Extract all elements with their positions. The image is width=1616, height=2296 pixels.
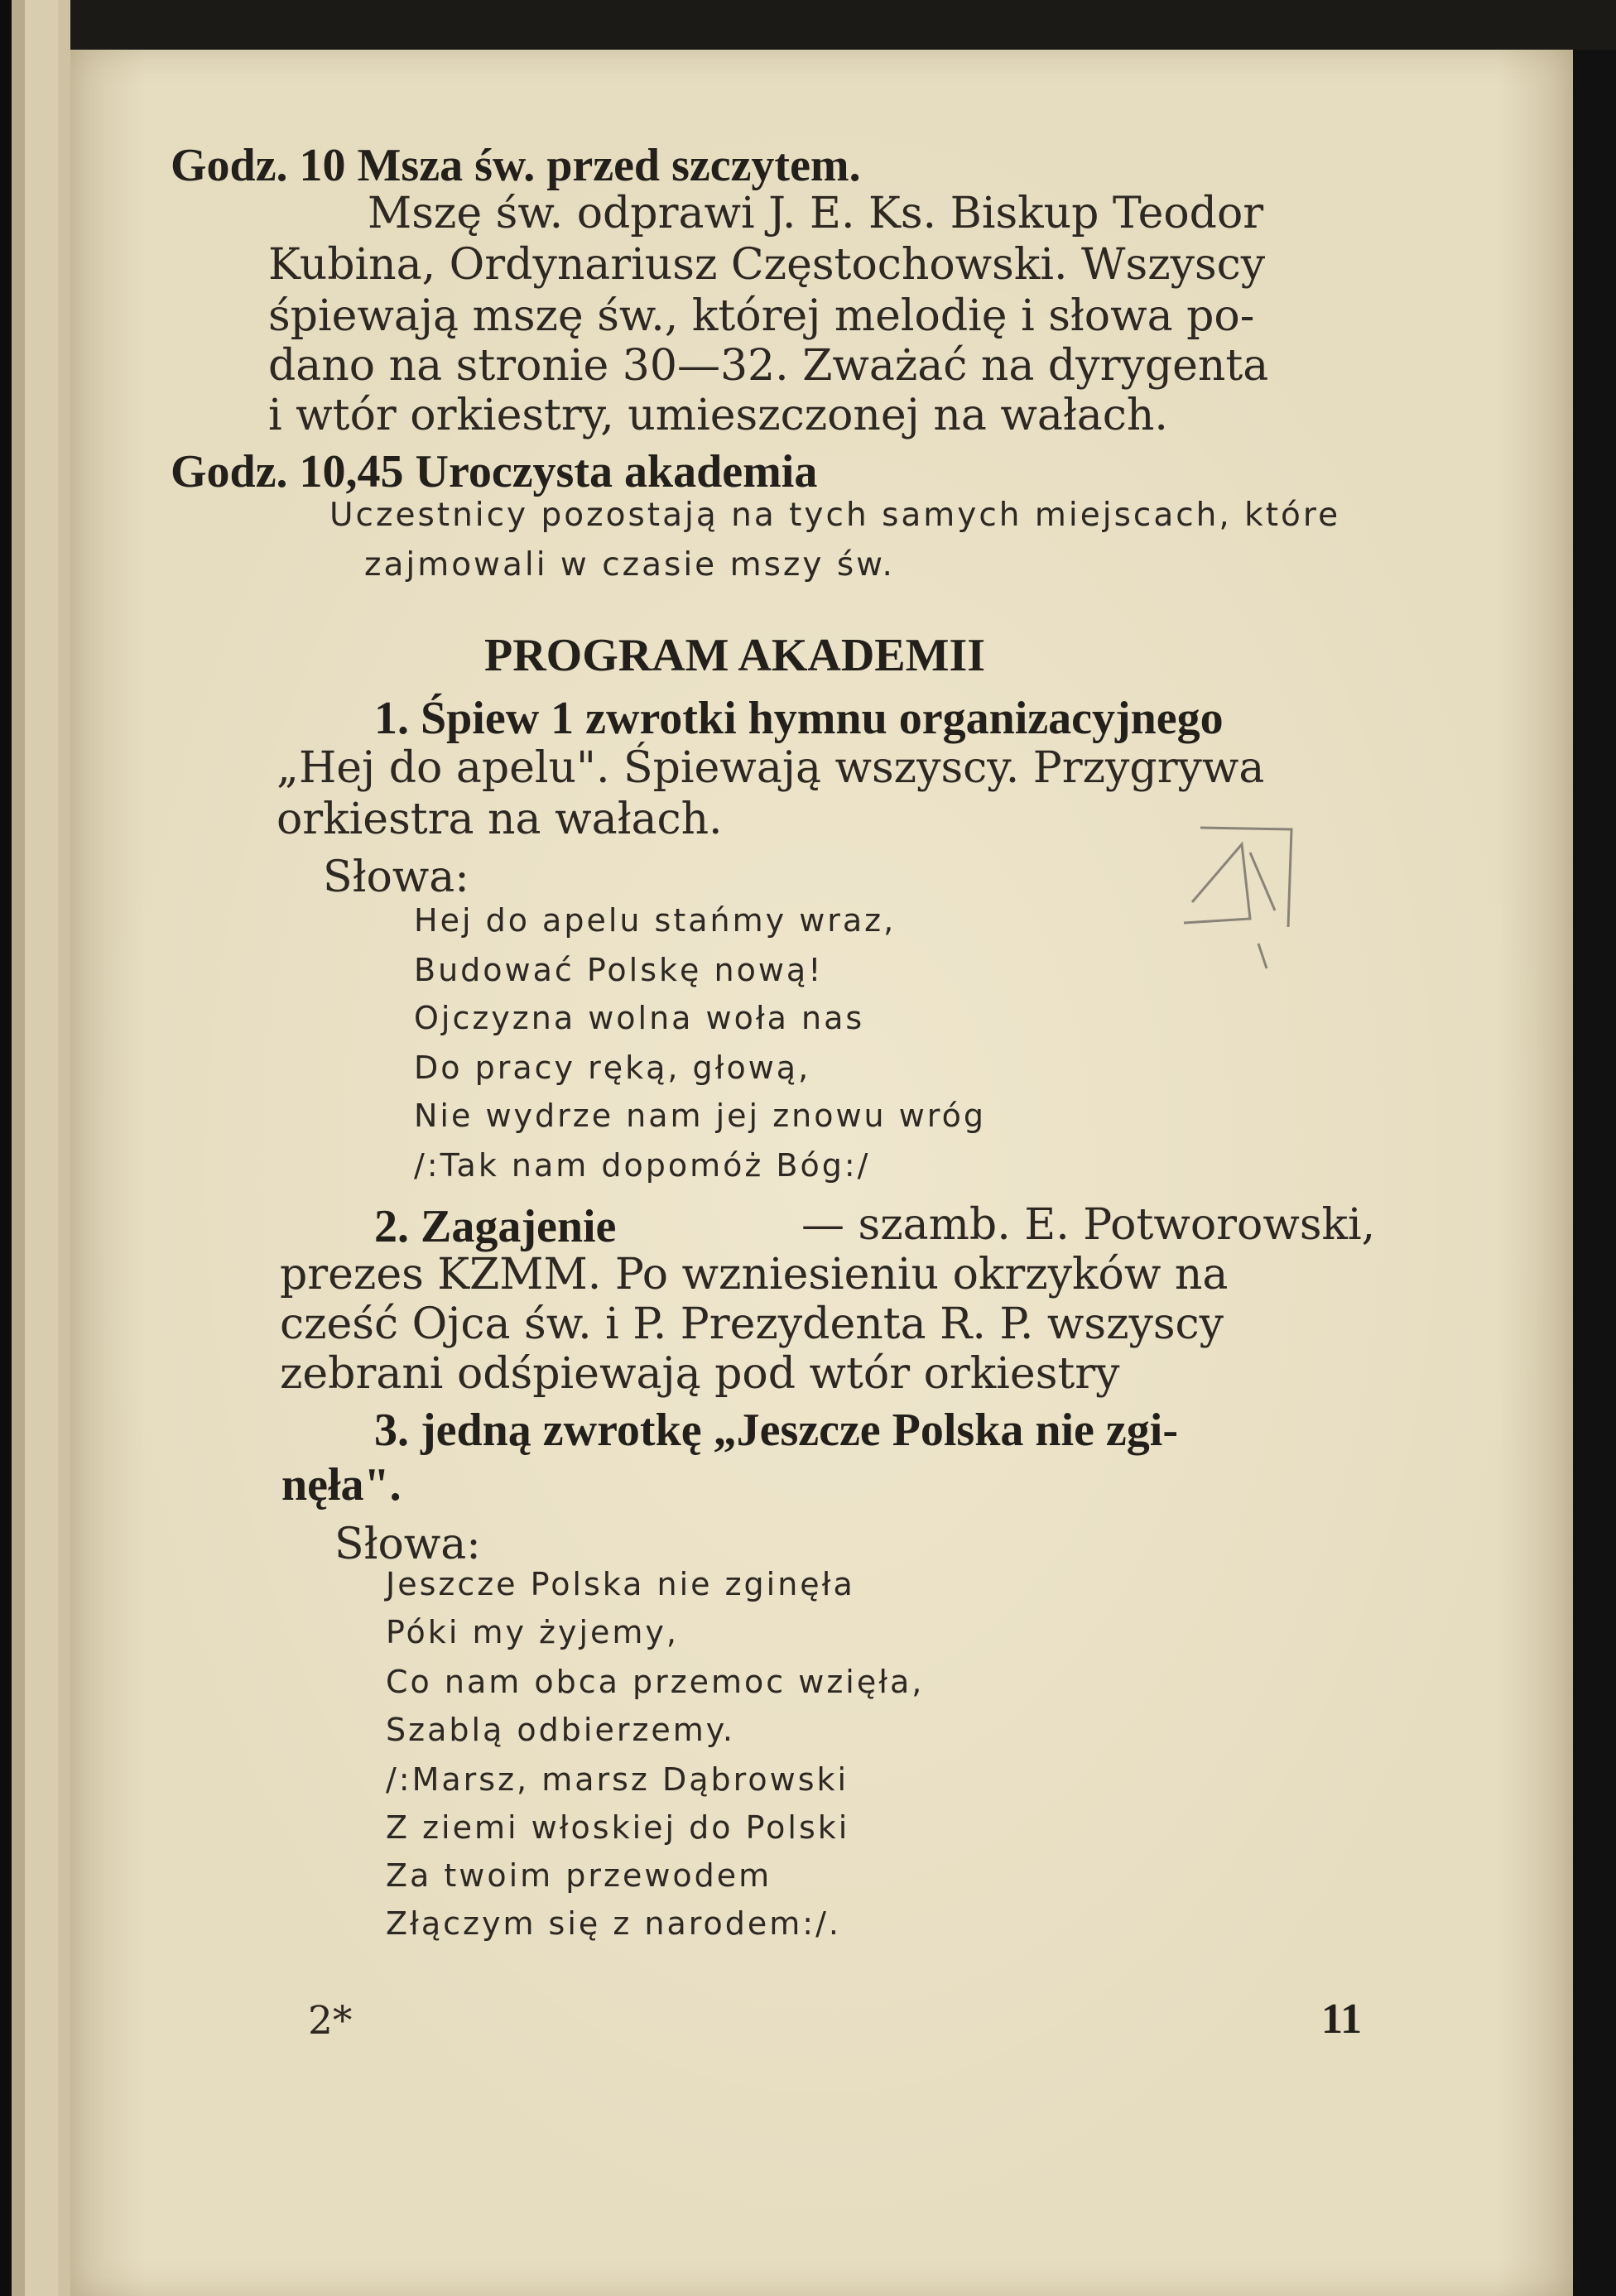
lyric-line: Ojczyzna wolna woła nas bbox=[414, 1000, 865, 1036]
schedule-item-body-line: dano na stronie 30—32. Zważać na dyrygenta bbox=[268, 341, 1269, 391]
program-point-heading: 3. jedną zwrotkę „Jeszcze Polska nie zgi- bbox=[374, 1405, 1178, 1456]
pencil-mark-icon bbox=[1167, 819, 1308, 985]
scan-background-edge bbox=[1573, 50, 1616, 2296]
program-point-body-line: — szamb. E. Potworowski, bbox=[801, 1200, 1376, 1250]
program-point-body-line: orkiestra na wałach. bbox=[277, 795, 723, 844]
lyric-line: Póki my żyjemy, bbox=[386, 1614, 679, 1650]
program-point-heading: 1. Śpiew 1 zwrotki hymnu organizacyjnego bbox=[374, 693, 1224, 744]
schedule-item-heading: Godz. 10,45 Uroczysta akademia bbox=[171, 446, 818, 497]
program-point-heading: 2. Zagajenie bbox=[374, 1201, 617, 1252]
lyric-line: Jeszcze Polska nie zginęła bbox=[386, 1566, 855, 1602]
printer-signature-mark: 2* bbox=[308, 1998, 353, 2044]
lyric-line: Do pracy ręką, głową, bbox=[414, 1050, 811, 1086]
schedule-item-body-line: i wtór orkiestry, umieszczonej na wałach. bbox=[268, 391, 1168, 440]
schedule-item-body-line: Mszę św. odprawi J. E. Ks. Biskup Teodor bbox=[368, 189, 1264, 238]
program-point-body-line: „Hej do apelu". Śpiewają wszyscy. Przygrywa bbox=[277, 743, 1265, 793]
program-point-body-line: prezes KZMM. Po wzniesieniu okrzyków na bbox=[280, 1250, 1229, 1299]
lyric-line: Nie wydrze nam jej znowu wróg bbox=[414, 1098, 986, 1134]
schedule-item-body-line: zajmowali w czasie mszy św. bbox=[364, 546, 895, 584]
lyric-line: Z ziemi włoskiej do Polski bbox=[386, 1809, 850, 1846]
program-point-heading-continuation: nęła". bbox=[281, 1459, 402, 1511]
lyric-line: Za twoim przewodem bbox=[386, 1857, 772, 1894]
words-label: Słowa: bbox=[334, 1520, 481, 1569]
lyric-line: /:Marsz, marsz Dąbrowski bbox=[386, 1761, 849, 1798]
book-gutter bbox=[0, 0, 70, 2296]
page-number: 11 bbox=[1321, 1996, 1363, 2043]
schedule-item-body-line: Kubina, Ordynariusz Częstochowski. Wszyscy bbox=[268, 240, 1266, 290]
section-title: PROGRAM AKADEMII bbox=[484, 630, 986, 681]
program-point-body-line: cześć Ojca św. i P. Prezydenta R. P. wszyscy bbox=[280, 1299, 1224, 1349]
program-point-body-line: zebrani odśpiewają pod wtór orkiestry bbox=[280, 1349, 1120, 1399]
lyric-line: Szablą odbierzemy. bbox=[386, 1712, 735, 1748]
schedule-item-body-line: śpiewają mszę św., której melodię i słowa po- bbox=[268, 291, 1255, 341]
lyric-line: Hej do apelu stańmy wraz, bbox=[414, 902, 897, 939]
lyric-line: Co nam obca przemoc wzięła, bbox=[386, 1664, 925, 1700]
lyric-line: Budować Polskę nową! bbox=[414, 952, 824, 988]
lyric-line: /:Tak nam dopomóż Bóg:/ bbox=[414, 1147, 871, 1184]
lyric-line: Złączym się z narodem:/. bbox=[386, 1905, 841, 1942]
schedule-item-heading: Godz. 10 Msza św. przed szczytem. bbox=[171, 140, 861, 191]
words-label: Słowa: bbox=[323, 853, 469, 902]
schedule-item-body-line: Uczestnicy pozostają na tych samych miejscach, które bbox=[329, 497, 1341, 534]
